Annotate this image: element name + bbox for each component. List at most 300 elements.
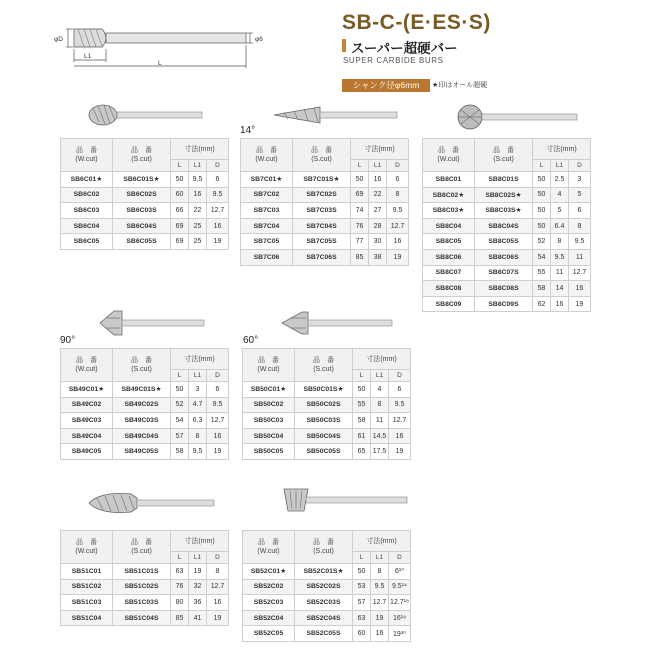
length-value: 69 xyxy=(171,218,189,234)
part-number-wcut: SB6C04 xyxy=(61,218,113,234)
part-number-scut: SB7C05S xyxy=(293,234,351,250)
col-header-D: D xyxy=(207,370,229,382)
part-number-wcut: SB7C01★ xyxy=(241,172,293,188)
part-number-wcut: SB50C03 xyxy=(243,413,295,429)
cone-bur-image xyxy=(270,100,400,130)
diameter-value: 16¹⁸ xyxy=(389,610,411,626)
col-header-L1: L1 xyxy=(189,552,207,564)
diameter-value: 6 xyxy=(207,382,229,398)
col-header-L1: L1 xyxy=(369,160,387,172)
length-value: 77 xyxy=(351,234,369,250)
table-row xyxy=(243,564,411,580)
col-header-L1: L1 xyxy=(371,552,389,564)
col-header-L: L xyxy=(353,552,371,564)
table-row xyxy=(241,234,409,250)
part-number-wcut: SB50C05 xyxy=(243,444,295,460)
part-number-wcut: SB52C02 xyxy=(243,579,295,595)
table-row xyxy=(61,428,229,444)
cut-length-value: 19 xyxy=(189,564,207,580)
diameter-value: 9.5 xyxy=(207,397,229,413)
length-value: 54 xyxy=(533,249,551,265)
part-number-scut: SB51C04S xyxy=(113,610,171,626)
diameter-value: 19 xyxy=(207,610,229,626)
cut-length-value: 8 xyxy=(371,397,389,413)
part-number-wcut: SB8C09 xyxy=(423,296,475,312)
part-number-scut: SB51C02S xyxy=(113,579,171,595)
col-header-scut: 品 番 (S.cut) xyxy=(113,531,171,564)
part-number-wcut: SB50C02 xyxy=(243,397,295,413)
length-value: 50 xyxy=(533,203,551,219)
col-header-L1: L1 xyxy=(371,370,389,382)
part-number-scut: SB50C04S xyxy=(295,428,353,444)
diameter-value: 9.5 xyxy=(389,397,411,413)
part-number-wcut: SB52C03 xyxy=(243,595,295,611)
diameter-value: 8 xyxy=(387,187,409,203)
length-value: 69 xyxy=(171,234,189,250)
table-row xyxy=(61,382,229,398)
part-number-scut: SB6C01S★ xyxy=(113,172,171,188)
cut-length-value: 14.5 xyxy=(371,428,389,444)
cut-length-value: 17.5 xyxy=(371,444,389,460)
part-number-scut: SB8C05S xyxy=(475,234,533,250)
table-row xyxy=(61,564,229,580)
part-number-scut: SB6C05S xyxy=(113,234,171,250)
col-header-L1: L1 xyxy=(189,370,207,382)
table-row xyxy=(423,296,591,312)
subtitle-english: SUPER CARBIDE BURS xyxy=(343,56,444,65)
table-row xyxy=(243,428,411,444)
table-row xyxy=(243,444,411,460)
part-number-scut: SB52C03S xyxy=(295,595,353,611)
col-header-scut: 品 番 (S.cut) xyxy=(295,531,353,564)
part-number-scut: SB8C07S xyxy=(475,265,533,281)
cut-length-value: 4 xyxy=(371,382,389,398)
cut-length-value: 3 xyxy=(189,382,207,398)
col-header-wcut: 品 番 (W.cut) xyxy=(423,139,475,172)
sb8-spec-table xyxy=(422,138,591,312)
table-row xyxy=(241,249,409,265)
diameter-value: 19 xyxy=(207,444,229,460)
table-row xyxy=(61,203,229,219)
part-number-wcut: SB6C02 xyxy=(61,187,113,203)
table-row xyxy=(61,444,229,460)
length-value: 52 xyxy=(171,397,189,413)
cut-length-value: 27 xyxy=(369,203,387,219)
svg-text:L: L xyxy=(158,60,162,67)
part-number-scut: SB52C05S xyxy=(295,626,353,642)
part-number-wcut: SB8C04 xyxy=(423,218,475,234)
table-row xyxy=(423,203,591,219)
length-value: 53 xyxy=(353,579,371,595)
table-row xyxy=(423,172,591,188)
diameter-value: 19 xyxy=(387,249,409,265)
table-row xyxy=(423,249,591,265)
part-number-scut: SB8C04S xyxy=(475,218,533,234)
col-header-D: D xyxy=(389,552,411,564)
part-number-wcut: SB6C03 xyxy=(61,203,113,219)
length-value: 76 xyxy=(351,218,369,234)
part-number-scut: SB49C01S★ xyxy=(113,382,171,398)
table-row xyxy=(243,595,411,611)
sb49-spec-table xyxy=(60,348,229,460)
col-header-D: D xyxy=(207,160,229,172)
part-number-scut: SB7C02S xyxy=(293,187,351,203)
part-number-scut: SB8C01S xyxy=(475,172,533,188)
part-number-wcut: SB8C03★ xyxy=(423,203,475,219)
part-number-scut: SB7C04S xyxy=(293,218,351,234)
ball-bur-image xyxy=(455,102,580,132)
diameter-value: 8 xyxy=(207,564,229,580)
diameter-value: 12.7 xyxy=(569,265,591,281)
length-value: 58 xyxy=(533,281,551,297)
diameter-value: 6 xyxy=(387,172,409,188)
diameter-value: 12.7 xyxy=(387,218,409,234)
part-number-scut: SB6C02S xyxy=(113,187,171,203)
table-row xyxy=(423,281,591,297)
diameter-value: 6 xyxy=(207,172,229,188)
part-number-wcut: SB7C06 xyxy=(241,249,293,265)
sb6-spec-table xyxy=(60,138,229,250)
length-value: 85 xyxy=(351,249,369,265)
diameter-value: 16 xyxy=(387,234,409,250)
part-number-wcut: SB6C01★ xyxy=(61,172,113,188)
cut-length-value: 14 xyxy=(551,281,569,297)
part-number-wcut: SB51C03 xyxy=(61,595,113,611)
cut-length-value: 9.5 xyxy=(189,172,207,188)
length-value: 85 xyxy=(171,610,189,626)
cut-length-value: 4.7 xyxy=(189,397,207,413)
table-row xyxy=(243,626,411,642)
col-header-L: L xyxy=(171,160,189,172)
diameter-value: 12.7¹⁸ xyxy=(389,595,411,611)
part-number-wcut: SB49C03 xyxy=(61,413,113,429)
table-row xyxy=(241,187,409,203)
diameter-value: 6¹⁰ xyxy=(389,564,411,580)
diameter-value: 6 xyxy=(569,203,591,219)
length-value: 69 xyxy=(351,187,369,203)
angle-label-90: 90° xyxy=(60,335,76,346)
col-header-L1: L1 xyxy=(551,160,569,172)
svg-text:L1: L1 xyxy=(84,53,92,60)
table-row xyxy=(61,610,229,626)
length-value: 80 xyxy=(171,595,189,611)
diameter-value: 16 xyxy=(207,428,229,444)
sb7-spec-table xyxy=(240,138,409,266)
part-number-wcut: SB8C02★ xyxy=(423,187,475,203)
part-number-scut: SB8C02S★ xyxy=(475,187,533,203)
col-header-wcut: 品 番 (W.cut) xyxy=(61,139,113,172)
diameter-value: 9.5 xyxy=(387,203,409,219)
col-header-D: D xyxy=(389,370,411,382)
cut-length-value: 25 xyxy=(189,218,207,234)
part-number-scut: SB52C01S★ xyxy=(295,564,353,580)
length-value: 57 xyxy=(353,595,371,611)
cut-length-value: 6.3 xyxy=(189,413,207,429)
part-number-wcut: SB8C07 xyxy=(423,265,475,281)
col-header-L: L xyxy=(171,370,189,382)
col-header-L1: L1 xyxy=(189,160,207,172)
part-number-wcut: SB51C04 xyxy=(61,610,113,626)
cut-length-value: 9.5 xyxy=(371,579,389,595)
table-row xyxy=(243,382,411,398)
table-row xyxy=(241,203,409,219)
part-number-wcut: SB49C01★ xyxy=(61,382,113,398)
angle-label-60: 60° xyxy=(243,335,259,346)
part-number-wcut: SB50C01★ xyxy=(243,382,295,398)
diameter-value: 8 xyxy=(569,218,591,234)
cut-length-value: 22 xyxy=(369,187,387,203)
part-number-wcut: SB6C05 xyxy=(61,234,113,250)
part-number-wcut: SB52C01★ xyxy=(243,564,295,580)
table-row xyxy=(61,172,229,188)
part-number-scut: SB49C04S xyxy=(113,428,171,444)
part-number-wcut: SB51C02 xyxy=(61,579,113,595)
cut-length-value: 16 xyxy=(551,296,569,312)
col-header-scut: 品 番 (S.cut) xyxy=(113,349,171,382)
length-value: 50 xyxy=(533,172,551,188)
part-number-wcut: SB49C05 xyxy=(61,444,113,460)
diameter-value: 6 xyxy=(389,382,411,398)
col-header-dims: 寸法(mm) xyxy=(351,139,409,160)
length-value: 52 xyxy=(533,234,551,250)
cut-length-value: 22 xyxy=(189,203,207,219)
col-header-L: L xyxy=(171,552,189,564)
col-header-scut: 品 番 (S.cut) xyxy=(295,349,353,382)
col-header-D: D xyxy=(387,160,409,172)
diameter-value: 12.7 xyxy=(207,579,229,595)
length-value: 76 xyxy=(171,579,189,595)
length-value: 55 xyxy=(533,265,551,281)
length-value: 50 xyxy=(351,172,369,188)
cut-length-value: 16 xyxy=(371,626,389,642)
shank-diameter-badge: シャンク径φ6mm xyxy=(342,79,430,92)
table-row xyxy=(243,397,411,413)
part-number-scut: SB8C08S xyxy=(475,281,533,297)
cut-length-value: 11 xyxy=(551,265,569,281)
col-header-dims: 寸法(mm) xyxy=(353,349,411,370)
table-row xyxy=(61,397,229,413)
table-row xyxy=(61,413,229,429)
length-value: 66 xyxy=(171,203,189,219)
page-title: SB-C-(E·ES·S) xyxy=(342,11,491,34)
angle-label-14: 14° xyxy=(240,125,256,136)
part-number-wcut: SB8C06 xyxy=(423,249,475,265)
cut-length-value: 6.4 xyxy=(551,218,569,234)
col-header-wcut: 品 番 (W.cut) xyxy=(61,349,113,382)
cut-length-value: 2.5 xyxy=(551,172,569,188)
diameter-value: 9.5 xyxy=(207,187,229,203)
length-value: 63 xyxy=(353,610,371,626)
diameter-value: 16 xyxy=(207,595,229,611)
cut-length-value: 11 xyxy=(371,413,389,429)
countersink-90-image xyxy=(98,308,208,338)
cut-length-value: 8 xyxy=(551,234,569,250)
col-header-dims: 寸法(mm) xyxy=(353,531,411,552)
part-number-scut: SB8C03S★ xyxy=(475,203,533,219)
diameter-value: 19³⁰ xyxy=(389,626,411,642)
countersink-60-image xyxy=(280,308,395,338)
diameter-value: 12.7 xyxy=(389,413,411,429)
col-header-dims: 寸法(mm) xyxy=(171,531,229,552)
part-number-wcut: SB7C02 xyxy=(241,187,293,203)
part-number-scut: SB6C04S xyxy=(113,218,171,234)
col-header-dims: 寸法(mm) xyxy=(171,349,229,370)
table-row xyxy=(423,265,591,281)
table-row xyxy=(243,579,411,595)
table-row xyxy=(61,187,229,203)
part-number-scut: SB52C04S xyxy=(295,610,353,626)
cut-length-value: 12.7 xyxy=(371,595,389,611)
length-value: 65 xyxy=(353,444,371,460)
cut-length-value: 19 xyxy=(371,610,389,626)
cut-length-value: 5 xyxy=(551,203,569,219)
length-value: 50 xyxy=(353,564,371,580)
part-number-wcut: SB8C08 xyxy=(423,281,475,297)
length-value: 50 xyxy=(353,382,371,398)
part-number-scut: SB50C05S xyxy=(295,444,353,460)
col-header-dims: 寸法(mm) xyxy=(533,139,591,160)
part-number-scut: SB51C03S xyxy=(113,595,171,611)
cut-length-value: 32 xyxy=(189,579,207,595)
part-number-scut: SB50C03S xyxy=(295,413,353,429)
cut-length-value: 16 xyxy=(369,172,387,188)
part-number-wcut: SB52C05 xyxy=(243,626,295,642)
sb50-spec-table xyxy=(242,348,411,460)
table-row xyxy=(243,610,411,626)
cut-length-value: 16 xyxy=(189,187,207,203)
table-row xyxy=(243,413,411,429)
oval-bur-image xyxy=(85,100,205,130)
part-number-wcut: SB50C04 xyxy=(243,428,295,444)
col-header-L: L xyxy=(353,370,371,382)
cut-length-value: 9.5 xyxy=(551,249,569,265)
diameter-value: 11 xyxy=(569,249,591,265)
part-number-wcut: SB49C02 xyxy=(61,397,113,413)
part-number-scut: SB6C03S xyxy=(113,203,171,219)
length-value: 50 xyxy=(171,172,189,188)
length-value: 60 xyxy=(171,187,189,203)
col-header-scut: 品 番 (S.cut) xyxy=(113,139,171,172)
part-number-wcut: SB51C01 xyxy=(61,564,113,580)
table-row xyxy=(61,595,229,611)
part-number-wcut: SB7C03 xyxy=(241,203,293,219)
part-number-wcut: SB8C05 xyxy=(423,234,475,250)
diameter-value: 9.5¹⁴ xyxy=(389,579,411,595)
svg-text:φD: φD xyxy=(54,36,63,43)
cut-length-value: 8 xyxy=(189,428,207,444)
table-row xyxy=(61,579,229,595)
length-value: 63 xyxy=(171,564,189,580)
col-header-D: D xyxy=(569,160,591,172)
col-header-wcut: 品 番 (W.cut) xyxy=(61,531,113,564)
col-header-wcut: 品 番 (W.cut) xyxy=(243,349,295,382)
length-value: 57 xyxy=(171,428,189,444)
table-row xyxy=(61,218,229,234)
length-value: 74 xyxy=(351,203,369,219)
part-number-wcut: SB8C01 xyxy=(423,172,475,188)
part-number-scut: SB7C06S xyxy=(293,249,351,265)
part-number-wcut: SB52C04 xyxy=(243,610,295,626)
cut-length-value: 8 xyxy=(371,564,389,580)
col-header-D: D xyxy=(207,552,229,564)
col-header-L: L xyxy=(351,160,369,172)
col-header-scut: 品 番 (S.cut) xyxy=(475,139,533,172)
cut-length-value: 30 xyxy=(369,234,387,250)
part-number-scut: SB7C01S★ xyxy=(293,172,351,188)
diameter-value: 12.7 xyxy=(207,203,229,219)
diameter-value: 16 xyxy=(569,281,591,297)
part-number-scut: SB49C03S xyxy=(113,413,171,429)
diameter-value: 16 xyxy=(207,218,229,234)
inverted-cone-bur-image xyxy=(280,485,410,515)
diameter-value: 3 xyxy=(569,172,591,188)
part-number-scut: SB50C02S xyxy=(295,397,353,413)
length-value: 54 xyxy=(171,413,189,429)
svg-text:φ6: φ6 xyxy=(255,36,263,43)
col-header-scut: 品 番 (S.cut) xyxy=(293,139,351,172)
part-number-wcut: SB7C04 xyxy=(241,218,293,234)
diameter-value: 19 xyxy=(569,296,591,312)
length-value: 58 xyxy=(353,413,371,429)
diameter-value: 5 xyxy=(569,187,591,203)
col-header-wcut: 品 番 (W.cut) xyxy=(243,531,295,564)
part-number-scut: SB51C01S xyxy=(113,564,171,580)
length-value: 50 xyxy=(533,218,551,234)
length-value: 61 xyxy=(353,428,371,444)
table-row xyxy=(423,218,591,234)
col-header-wcut: 品 番 (W.cut) xyxy=(241,139,293,172)
part-number-scut: SB7C03S xyxy=(293,203,351,219)
subtitle-japanese: スーパー超硬バー xyxy=(342,37,458,57)
col-header-dims: 寸法(mm) xyxy=(171,139,229,160)
diameter-value: 9.5 xyxy=(569,234,591,250)
table-row xyxy=(241,218,409,234)
flame-bur-image xyxy=(87,488,217,518)
diameter-value: 19 xyxy=(207,234,229,250)
length-value: 55 xyxy=(353,397,371,413)
dimension-diagram xyxy=(54,12,284,72)
table-row xyxy=(61,234,229,250)
part-number-scut: SB8C09S xyxy=(475,296,533,312)
part-number-scut: SB8C06S xyxy=(475,249,533,265)
cut-length-value: 28 xyxy=(369,218,387,234)
diameter-value: 12.7 xyxy=(207,413,229,429)
sb51-spec-table xyxy=(60,530,229,626)
part-number-scut: SB49C02S xyxy=(113,397,171,413)
table-row xyxy=(423,187,591,203)
cut-length-value: 38 xyxy=(369,249,387,265)
cut-length-value: 25 xyxy=(189,234,207,250)
table-row xyxy=(423,234,591,250)
sb52-spec-table xyxy=(242,530,411,642)
length-value: 60 xyxy=(353,626,371,642)
cut-length-value: 4 xyxy=(551,187,569,203)
part-number-wcut: SB7C05 xyxy=(241,234,293,250)
length-value: 58 xyxy=(171,444,189,460)
cut-length-value: 9.5 xyxy=(189,444,207,460)
part-number-scut: SB49C05S xyxy=(113,444,171,460)
carbide-note: ★印はオール超硬 xyxy=(432,82,488,89)
table-row xyxy=(241,172,409,188)
diameter-value: 16 xyxy=(389,428,411,444)
part-number-scut: SB52C02S xyxy=(295,579,353,595)
part-number-scut: SB50C01S★ xyxy=(295,382,353,398)
cut-length-value: 41 xyxy=(189,610,207,626)
length-value: 50 xyxy=(533,187,551,203)
diameter-value: 19 xyxy=(389,444,411,460)
col-header-L: L xyxy=(533,160,551,172)
cut-length-value: 36 xyxy=(189,595,207,611)
